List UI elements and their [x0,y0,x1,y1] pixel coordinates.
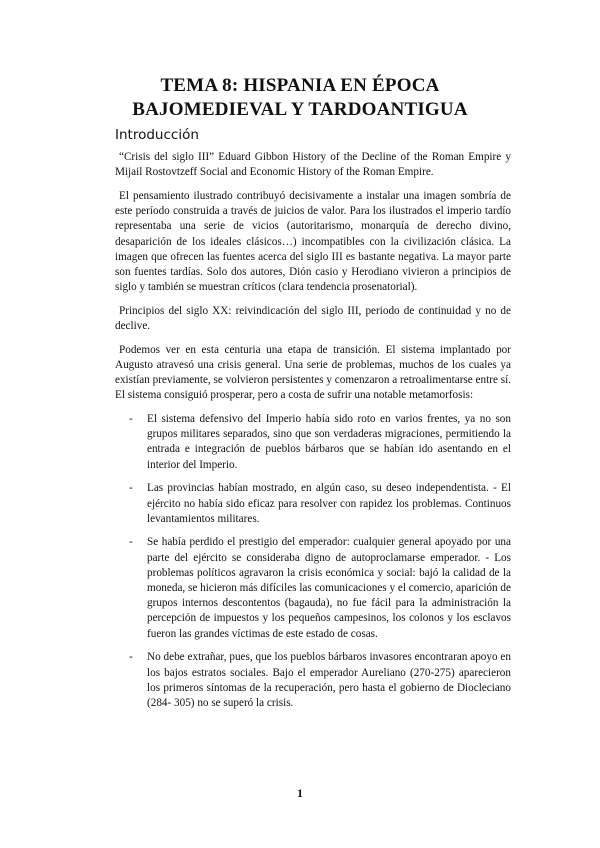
list-item-text: El sistema defensivo del Imperio había sido roto en varios frentes, ya no son grupos militares separados, sino que son verdaderas migraciones, permitiendo la entrada e integración de pueblos bárbaros que se habían ido asentando en el interior del Imperio. [147,413,511,471]
bullet-marker: - [129,413,133,426]
document-body [115,150,511,720]
document-title [60,74,540,122]
bullet-list [115,412,511,711]
page-number: 1 [297,786,303,800]
paragraph-transition: Podemos ver en esta centuria una etapa de transición. El sistema implantado por Augusto atravesó una crisis general. Una serie de problemas, muchos de los cuales ya existían previamente, se volvieron persistentes y comenzaron a retroalimentarse entre sí. El sistema consiguió prosperar, pero a costa de sufrir una notable metamorfosis: [115,343,511,402]
bullet-marker: - [129,651,133,664]
list-item-text: Se había perdido el prestigio del emperador: cualquier general apoyado por una parte del ejército se consideraba digno de autoproclamarse emperador. - Los problemas políticos agravaron la crisis económica y social: bajó la calidad de la moneda, se hicieron más difíciles las comunicaciones y el comercio, aparición de grupos internos descontentos (bagauda), no fue fácil para la administración la percepción de impuestos y los pequeños campesinos, los colonos y los esclavos fueron las grandes víctimas de este estado de cosas. [147,536,511,640]
paragraph-sources: “Crisis del siglo III” Eduard Gibbon History of the Decline of the Roman Empire y Mijail Rostovtzeff Social and Economic History of the Roman Empire. [115,151,511,179]
list-item-text: No debe extrañar, pues, que los pueblos bárbaros invasores encontraran apoyo en los bajos estratos sociales. Bajo el emperador Aureliano (270-275) aparecieron los primeros síntomas de la recuperación, pero hasta el gobierno de Diocleciano (284- 305) no se superó la crisis. [147,651,511,709]
list-item [115,412,511,473]
section-heading: Introducción [115,127,199,143]
title-line-2: BAJOMEDIEVAL Y TARDOANTIGUA [132,99,468,120]
list-item-text: Las provincias habían mostrado, en algún caso, su deseo independentista. - El ejército no había sido eficaz para resolver con rapidez los problemas. Continuos levantamientos militares. [147,482,511,525]
paragraph-enlightenment: El pensamiento ilustrado contribuyó decisivamente a instalar una imagen sombría de este período construida a través de juicios de valor. Para los ilustrados el imperio tardío representaba una serie de vicios (autoritarismo, monarquía de derecho divino, desaparición de los ideales clásicos…) incompatibles con la civilización clásica. La imagen que ofrecen las fuentes acerca del siglo III es bastante negativa. La mayor parte son fuentes tardías. Solo dos autores, Dión casio y Herodiano vivieron a principios de siglo y también se muestran críticos (clara tendencia prosenatorial). [115,189,511,294]
bullet-marker: - [129,536,133,549]
title-line-1: TEMA 8: HISPANIA EN ÉPOCA [160,75,440,96]
list-item [115,650,511,711]
bullet-marker: - [129,482,133,495]
paragraph-twentieth-century: Principios del siglo XX: reivindicación del siglo III, periodo de continuidad y no de declive. [115,304,511,333]
list-item [115,481,511,527]
list-item [115,535,511,641]
